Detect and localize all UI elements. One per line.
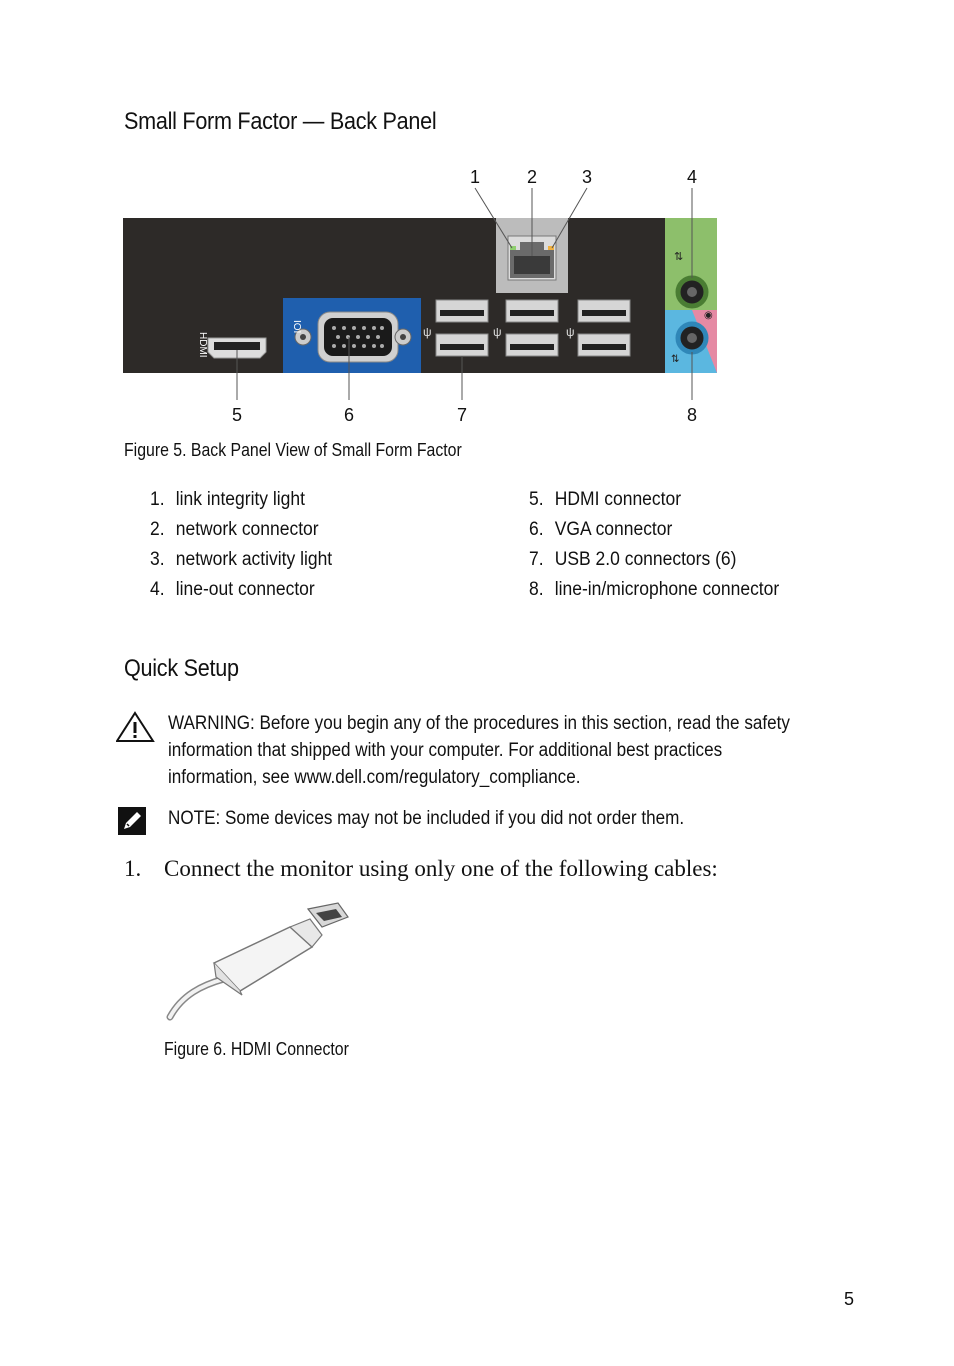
warning-triangle-icon [116,711,156,743]
callout-6: 6 [343,405,354,425]
callout-8: 8 [686,405,697,425]
legend-item: 6. VGA connector [529,519,673,540]
section-heading-quick-setup: Quick Setup [124,655,239,682]
legend-item: 1. link integrity light [150,489,305,510]
legend-item: 7. USB 2.0 connectors (6) [529,549,737,570]
hdmi-label: HDMI [197,332,208,358]
legend-item: 4. line-out connector [150,579,315,600]
svg-text:◉: ◉ [704,310,713,321]
note-pencil-icon [118,807,146,835]
svg-text:⇅: ⇅ [674,251,684,263]
vga-label: IOI [291,320,302,334]
legend-item: 8. line-in/microphone connector [529,579,780,600]
callout-7: 7 [456,405,467,425]
svg-text:ψ: ψ [423,325,432,339]
page-number: 5 [844,1289,855,1309]
legend-item: 5. HDMI connector [529,489,682,510]
section-heading-back-panel: Small Form Factor — Back Panel [124,108,437,135]
note-text: NOTE: Some devices may not be included if you did not order them. [168,808,685,829]
callout-5: 5 [231,405,242,425]
svg-text:ψ: ψ [566,325,575,339]
step-1: 1. Connect the monitor using only one of the following cables: [124,856,718,881]
svg-text:⇅: ⇅ [671,354,680,365]
warning-text: WARNING: Before you begin any of the procedures in this section, read the safety information that shipped with your computer. For additional best practices information, see www.dell.com/regulatory_compliance. [168,713,790,788]
figure-5-caption: Figure 5. Back Panel View of Small Form Factor [124,440,462,460]
back-panel-figure [118,160,738,430]
legend-item: 2. network connector [150,519,319,540]
hdmi-cable-illustration [162,895,362,1025]
callout-1: 1 [469,167,480,187]
callout-3: 3 [581,167,592,187]
callout-4: 4 [686,167,697,187]
callout-2: 2 [526,167,537,187]
legend-item: 3. network activity light [150,549,333,570]
figure-6-caption: Figure 6. HDMI Connector [164,1039,349,1059]
svg-text:ψ: ψ [493,325,502,339]
